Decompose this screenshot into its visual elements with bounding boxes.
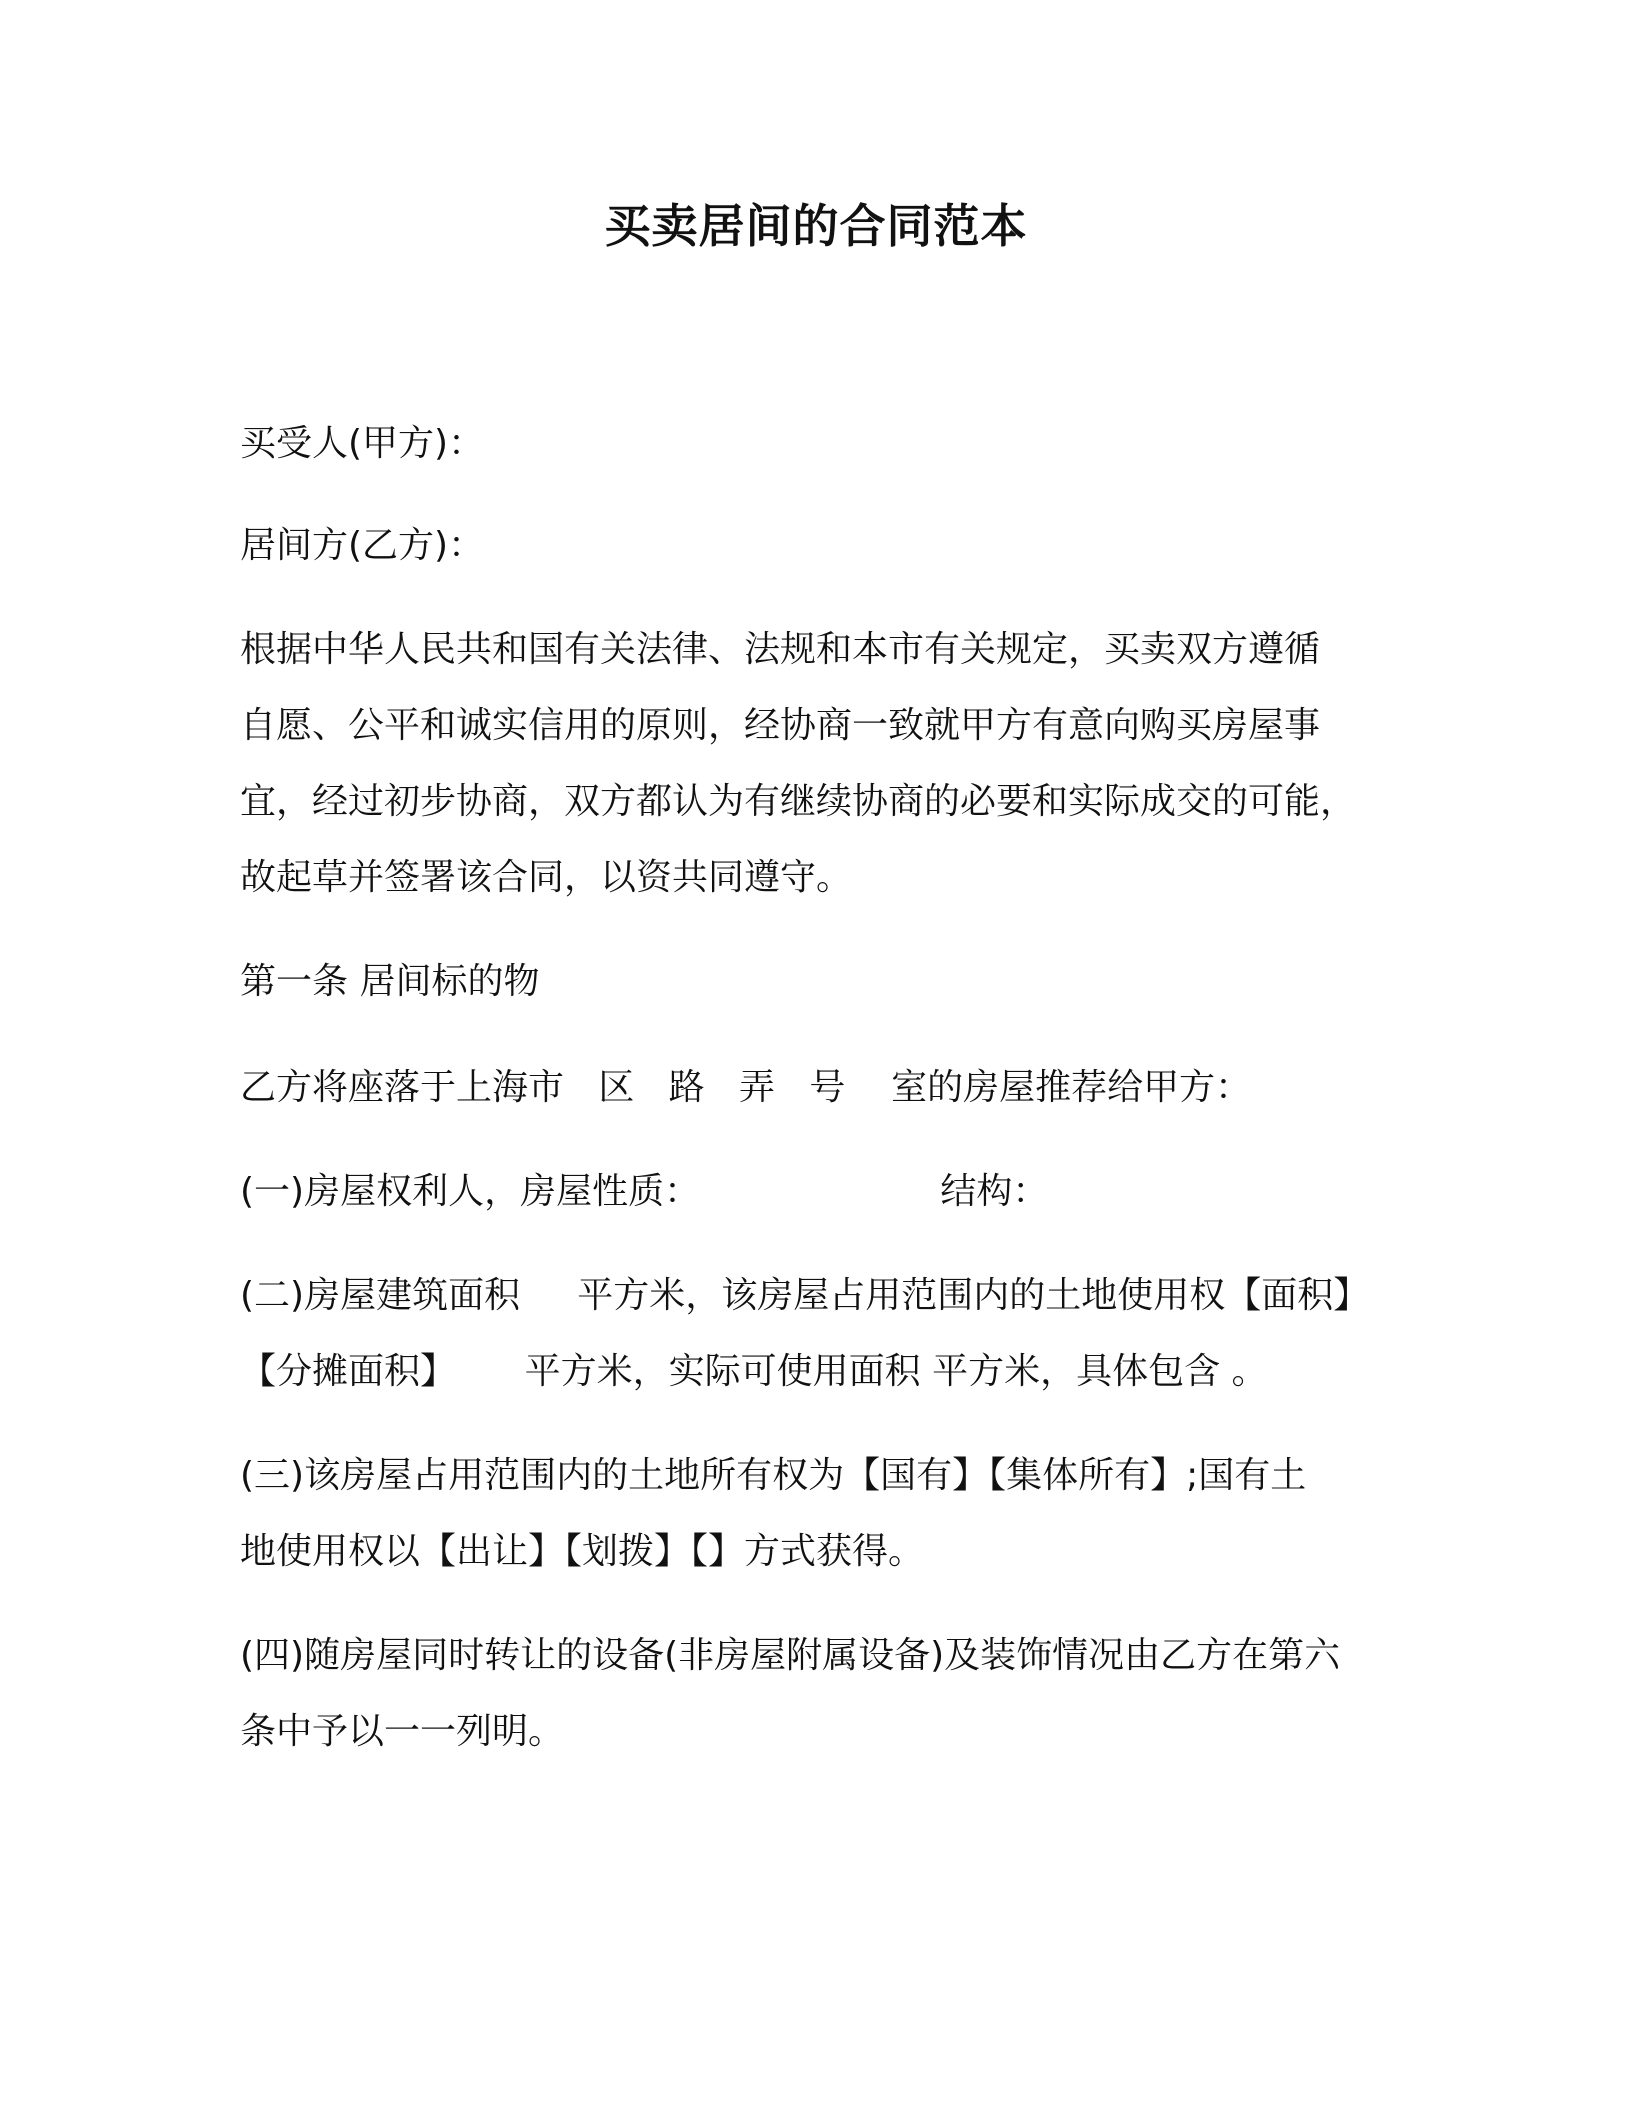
document-title: 买卖居间的合同范本 [604,199,1028,253]
intermediary-line: 居间方(乙方)： [240,525,485,566]
clause-3-line-1: (三)该房屋占用范围内的土地所有权为【国有】【集体所有】;国有土 [240,1455,1307,1496]
clause-3-line-2: 地使用权以【出让】【划拨】【】方式获得。 [240,1531,925,1572]
article-1-intro: 乙方将座落于上海市 区 路 弄 号 室的房屋推荐给甲方： [240,1067,1252,1108]
preamble-line-4: 故起草并签署该合同，以资共同遵守。 [240,857,853,898]
buyer-line: 买受人(甲方)： [240,423,485,464]
clause-2-line-2: 【分摊面积】 平方米，实际可使用面积 平方米，具体包含 。 [240,1351,1268,1392]
preamble-line-2: 自愿、公平和诚实信用的原则，经协商一致就甲方有意向购买房屋事 [240,705,1321,746]
clause-1: (一)房屋权利人，房屋性质： 结构： [240,1171,1049,1212]
clause-2-line-1: (二)房屋建筑面积 平方米，该房屋占用范围内的土地使用权【面积】 [240,1275,1370,1316]
preamble-line-3: 宜，经过初步协商，双方都认为有继续协商的必要和实际成交的可能， [240,781,1357,822]
preamble-line-1: 根据中华人民共和国有关法律、法规和本市有关规定，买卖双方遵循 [240,629,1321,670]
clause-4-line-2: 条中予以一一列明。 [240,1711,565,1752]
clause-4-line-1: (四)随房屋同时转让的设备(非房屋附属设备)及装饰情况由乙方在第六 [240,1635,1341,1676]
article-1-heading: 第一条 居间标的物 [240,961,540,1002]
